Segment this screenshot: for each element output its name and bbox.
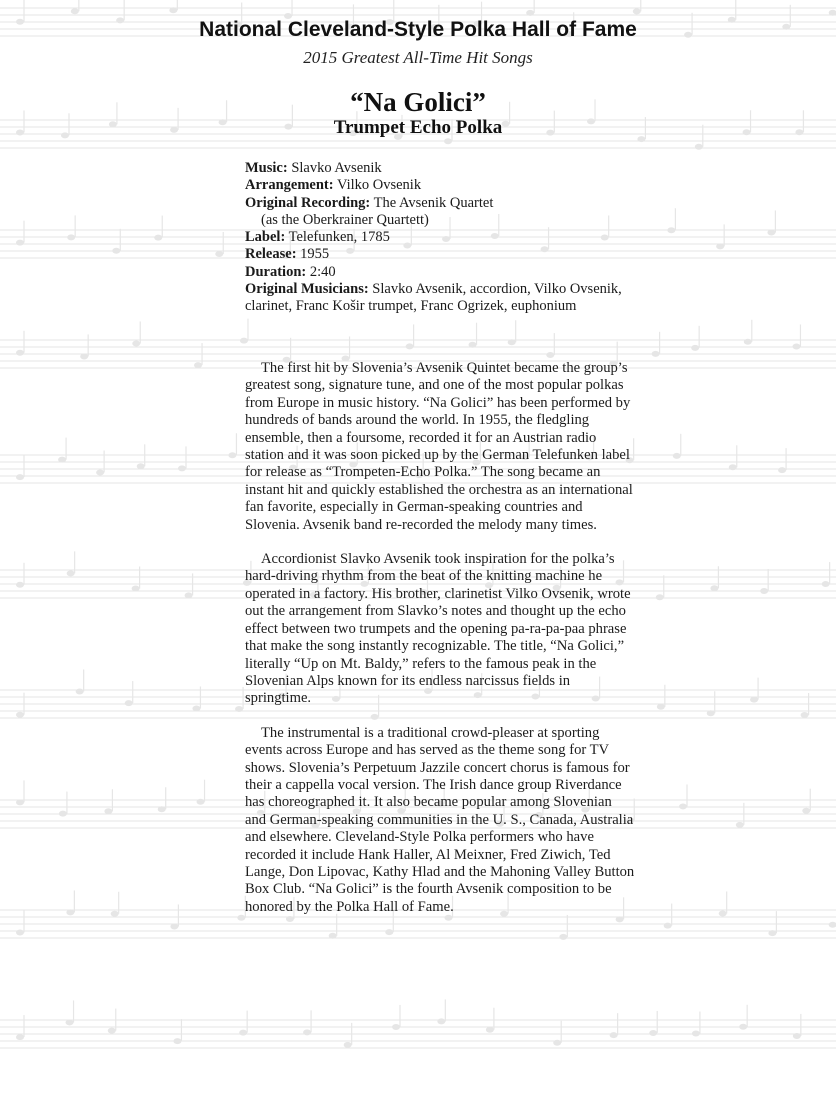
song-subtitle: Trumpet Echo Polka [333,117,503,138]
paragraph: The first hit by Slovenia’s Avsenik Quintet became the group’s greatest song, signature tune, and one of the most popular polkas from Europe in music history. “Na Golici” has been performed by hundreds of bands around the world. In 1955, the fledgling ensemble, then a foursome, recorded it for an Austrian radio station and it was soon picked up by the German Telefunken label for release as “Trompeten-Echo Polka.” The song became an instant hit and quickly established the orchestra as an international fan favorite, especially in German-speaking countries and Slovenia. Avsenik band re-recorded the melody many times. [245,360,633,533]
detail-label: Label: [245,229,286,246]
list-subtitle: 2015 Greatest All-Time Hit Songs [303,48,533,67]
song-title: “Na Golici” [350,87,486,117]
detail-label-row [245,229,635,246]
detail-value: Slavko Avsenik, accordion, Vilko Ovsenik, clarinet, Franc Košir trumpet, Franc Ogrizek, euphonium [245,281,622,315]
detail-label: Original Recording: [245,194,371,211]
detail-value: Vilko Ovsenik [336,177,422,194]
detail-label: Release: [245,246,297,263]
paragraph: The instrumental is a traditional crowd-pleaser at sporting events across Europe and has served as the theme song for TV shows. Slovenia’s Perpetuum Jazzile concert chorus is famous for their a cappella vocal version. The Irish dance group Riverdance has choreographed it. It also became popular among Slovenian and German-speaking communities in the U. S., Canada, Australia and elsewhere. Cleveland-Style Polka performers who have recorded it include Hank Haller, Al Meixner, Fred Ziwich, Ted Lange, Don Lipovac, Kathy Hlad and the Mahoning Valley Button Box Club. “Na Golici” is the fourth Avsenik composition to be honored by the Polka Hall of Fame. [245,724,635,915]
detail-label: Original Musicians: [245,281,369,298]
organization-title: National Cleveland-Style Polka Hall of Fame [199,18,637,41]
detail-value: The Avsenik Quartet [373,194,494,211]
paragraph: Accordionist Slavko Avsenik took inspiration for the polka’s hard-driving rhythm from the beat of the knitting machine he operated in a factory. His brother, clarinetist Vilko Ovsenik, wrote out the arrangement from Slavko’s notes and thought up the echo effect between two trumpets and the opening pa-ra-pa-paa phrase that make the song instantly recognizable. The title, “Na Golici,” literally “Up on Mt. Baldy,” refers to the famous peak in the Slovenian Alps known for its endless narcissus fields in springtime. [245,551,631,707]
song-details [245,160,635,316]
detail-value: 2:40 [309,263,336,280]
detail-recording-note: (as the Oberkrainer Quartett) [261,211,429,228]
detail-release [245,246,635,263]
detail-label: Arrangement: [245,177,334,194]
detail-musicians [245,281,635,316]
detail-value: Telefunken, 1785 [288,229,390,246]
detail-recording [245,195,635,212]
detail-music [245,160,635,177]
detail-duration [245,264,635,281]
detail-value: Slavko Avsenik [291,160,382,176]
article-body [245,360,635,933]
detail-arrangement [245,177,635,194]
detail-label: Duration: [245,263,307,280]
detail-value: 1955 [300,246,330,263]
detail-label: Music: [245,160,288,176]
